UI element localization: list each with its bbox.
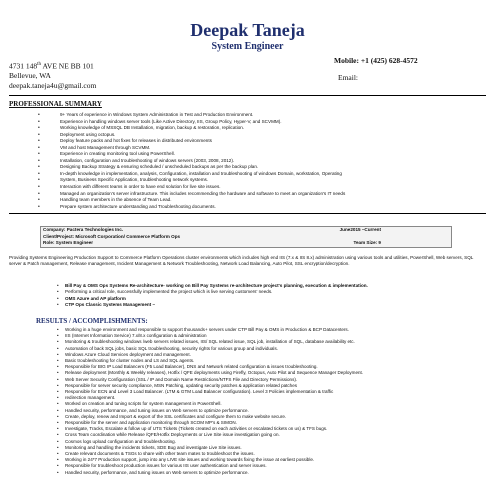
result-item: • Handled security, performance, and tuning issues on Web servers to optimize performance. — [65, 470, 490, 476]
summary-list — [60, 112, 490, 210]
project-item: • OMS Azure and AP platform — [65, 296, 368, 302]
email-label: Email: — [338, 73, 358, 82]
project-item: • Performing a critical role, successfully implemented the project which is live serving customers' needs. — [65, 289, 368, 295]
summary-item: • In-depth knowledge in implementation, analysis, Configuration, installation and troubleshooting of windows Domain, workstation, Operating — [60, 171, 490, 178]
job-client: Client/Project: Microsoft Corporation/ Commerce Platform Ops — [43, 233, 181, 239]
job-box — [40, 226, 452, 248]
job-role: Role: System Engineer — [43, 240, 94, 245]
summary-item: • Interaction with different teams in order to have end solution for live site issues. — [60, 184, 490, 191]
project-list — [65, 283, 368, 308]
result-item: • Basic troubleshooting for cluster nodes and LS and SQL agents. — [65, 358, 490, 364]
summary-item: • 9+ Years of experience in Windows System Administration in Test and Production Environment. — [60, 112, 490, 119]
result-item: • redirection management. — [65, 395, 490, 401]
result-item: • Cosmos logs upload configuration and troubleshooting. — [65, 439, 490, 445]
address-line-1 — [9, 60, 96, 71]
contact-address-block — [9, 60, 96, 90]
summary-item: • Experience in creating monitoring tool using PowerShell. — [60, 151, 490, 158]
result-item: • Responsible for server security compliance, MSN Patching, updating security patches & application related patches — [65, 383, 490, 389]
result-item: • Cross Team coordination while Release /QFE/Hotfix Deployments or Live Site issue investigation going on. — [65, 432, 490, 438]
result-item: • Responsible for troubleshoot production issues for various IIS user authentication and server issues. — [65, 463, 490, 469]
candidate-role: System Engineer — [211, 41, 284, 52]
result-item: • IIS (Internet Information Service) 7.x/8.x configuration & administration — [65, 333, 490, 339]
result-item: • Responsible for ECN and Level 3 Load Balancer. (LTM & GTM Load Balancer configuration). Level 3 Policies implementation & traffic — [65, 389, 490, 395]
summary-item: • Handling team members in the absence of Team Lead. — [60, 197, 490, 204]
summary-divider — [9, 213, 486, 214]
job-team-size: Team Size: 9 — [353, 240, 381, 245]
address-line-2: Bellevue, WA — [9, 71, 51, 80]
summary-item: • System, Business Specific Application, troubleshooting network systems. — [60, 177, 490, 184]
result-item: • Responsible for BIG IP Load Balancers (F5 Load Balancer), DNS and Network related configuration & issues troubleshooting. — [65, 364, 490, 370]
result-item: • Working in 24*7 Production support, jump into any LIVE site issues and working towards fixing the issue at earliest possible. — [65, 457, 490, 463]
summary-item: • Deploy feature packs and hot fixes for releases in distributed environments — [60, 138, 490, 145]
result-item: • Responsible for the server and application monitoring through SCOM MP's & SIMON. — [65, 420, 490, 426]
job-dates: June2015 –Current — [339, 227, 381, 232]
result-item: • Create relevant documents & TSGs to share with other team mates to troubleshoot the issues. — [65, 451, 490, 457]
result-item: • Monitoring and handling the incidents tickets, SDE Bug and investigate Live Site issues. — [65, 445, 490, 451]
candidate-name: Deepak Taneja — [190, 20, 305, 40]
project-item: • CTP Ops Classic Systems Management – — [65, 302, 368, 308]
results-heading: RESULTS / ACCOMPLISHMENTS: — [36, 317, 148, 325]
result-item: • Investigate, Tracks, Escalate & follow up of UTS Tickets (Tickets created on each activities or escalated tickets on us) & TFS bugs. — [65, 426, 490, 432]
summary-item: • Deployment using octopus. — [60, 132, 490, 139]
result-item: • Create, deploy, renew and Import & export of the SSL certificates and configure them to make website secure. — [65, 414, 490, 420]
mobile-number: Mobile: +1 (425) 628-4572 — [334, 56, 418, 65]
project-item: • Bill Pay & OMS Ops Systems Re-architecture- working on Bill Pay Systems re-architecture project's planning, execution & implementation. — [65, 283, 368, 289]
summary-item: • Designing Backup Strategy & ensuring scheduled / unscheduled backups as per the backup plan. — [60, 164, 490, 171]
result-item: • Windows Azure Cloud Services deployment and management. — [65, 352, 490, 358]
summary-item: • Managed an organization's server infrastructure. This includes recommending the hardware and software to meet an organization's IT needs — [60, 191, 490, 198]
email-address[interactable]: deepak.taneja4u@gmail.com — [9, 80, 97, 90]
summary-item: • Prepare system architecture understanding and Troubleshooting documents. — [60, 204, 490, 211]
summary-item: • Experience in handling windows server tools (Like Active Directory, IIS, Group Policy, Hyper-V, and SCVMM). — [60, 119, 490, 126]
job-description: Providing Systems Engineering Production Support to Commerce Platform Operations cluster environments which includes high end IIS (7.x & IIS 8.x) administration using various tools and utilities, PowerShell, Web servers, SQL server & Patch management, Release management, Incident Management & Network Troubleshooting, Network Load Balancing, Auto Pilot, SSL encryption/decryption. — [9, 255, 474, 267]
summary-item: • VM and host Management through SCVMM. — [60, 145, 490, 152]
result-item: • Worked on creation and tuning scripts for system management in PowerShell. — [65, 401, 490, 407]
summary-heading: PROFESSIONAL SUMMARY — [9, 100, 102, 108]
result-item: • Working in a huge environment and responsible to support thousands+ servers under CTP Bill Pay & OMS in Production & BCP Datacenters. — [65, 327, 490, 333]
result-item: • Monitoring & troubleshooting windows /web servers related issues, IIS/ SQL related issue, SQL job, installation of SQL, database availability etc. — [65, 339, 490, 345]
result-item: • Release deployment (Monthly & Weekly releases), Hotfix / QFE deployments using Firefly, Octopus, Auto Pilot and Sequence Manager Deployment. — [65, 370, 490, 376]
results-list — [65, 327, 490, 476]
result-item: • Handled security, performance, and tuning issues on Web servers to optimize performance. — [65, 408, 490, 414]
summary-item: • Working knowledge of MSSQL DB Installation, migration, backup & restoration, replication. — [60, 125, 490, 132]
result-item: • Automation of back SQL jobs, basic SQL troubleshooting, security rights for various group and individuals. — [65, 346, 490, 352]
result-item: • Web Server Security Configuration (SSL / IP and Domain Name Restrictions/NTFS File and Directory Permissions). — [65, 377, 490, 383]
address-suffix: th — [37, 62, 42, 67]
address-street: AVE NE BB 101 — [41, 61, 94, 71]
summary-item: • Installation, configuration and troubleshooting of windows servers (2003, 2008, 2012). — [60, 158, 490, 165]
header-divider — [9, 95, 486, 96]
address-number: 4731 148 — [9, 61, 38, 71]
job-company: Company: Pactera Technologies Inc. — [43, 227, 124, 232]
